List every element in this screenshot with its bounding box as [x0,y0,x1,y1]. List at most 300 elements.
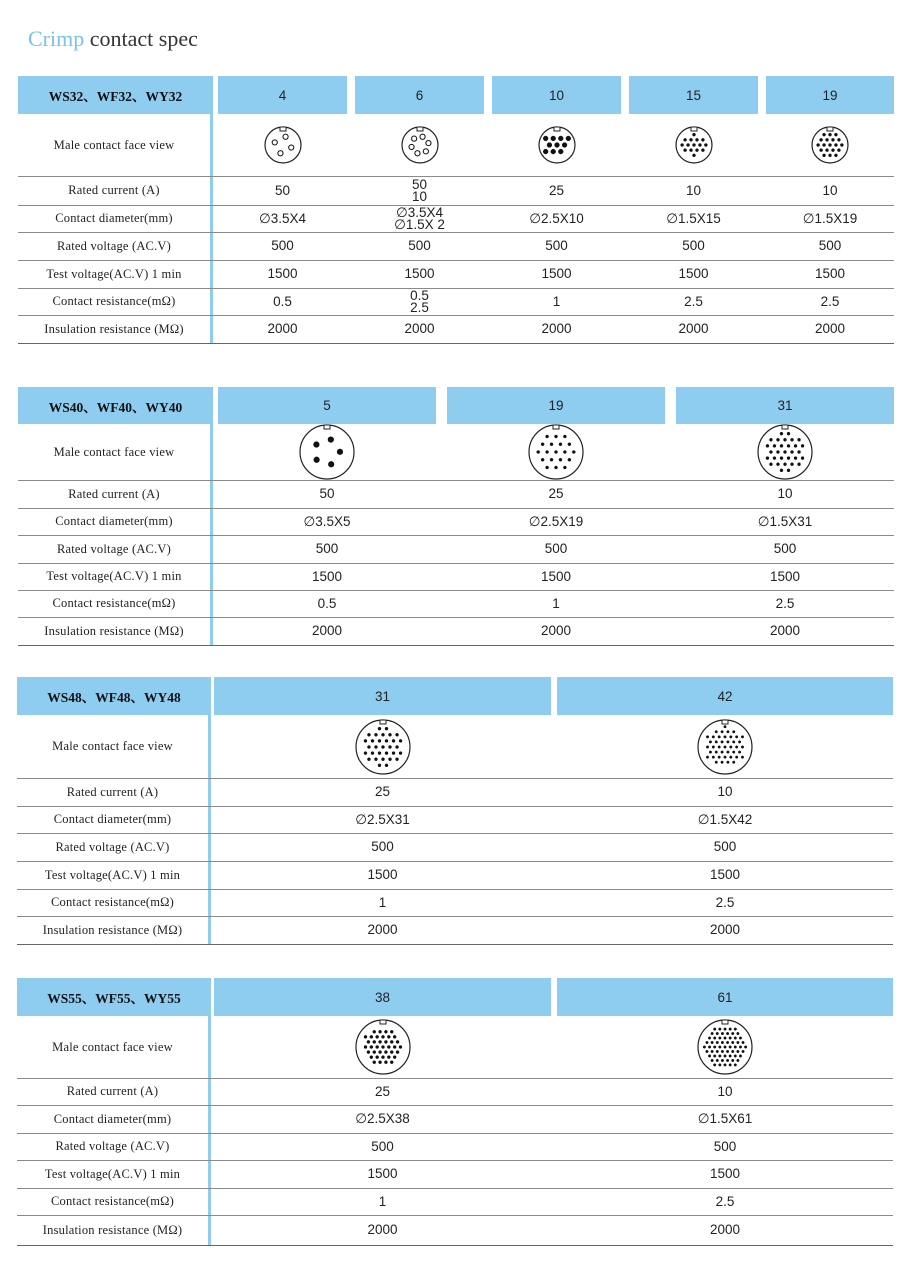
contact-pin [411,136,416,141]
contact-pin [721,750,724,753]
connector-contact-face-icon [674,125,714,165]
contact-pin [831,149,834,152]
spec-value-line: 50 [411,176,428,192]
contact-pin [726,1059,729,1062]
connector-key [417,128,423,132]
contact-pin [703,1046,706,1049]
contact-pin [381,1056,384,1059]
contact-pin [372,1040,375,1043]
pin-count-header: 15 [629,76,758,114]
contact-pin [724,1037,727,1040]
contact-pin [377,727,380,730]
pin-count-header: 31 [676,387,894,424]
connector-contact-face-icon [696,1018,754,1076]
contact-pin [734,1046,737,1049]
contact-pin [715,740,718,743]
contact-pin [686,144,689,147]
contact-pin [831,138,834,141]
contact-pin [729,1055,732,1058]
contact-pin [715,760,718,763]
contact-pin [716,1059,719,1062]
contact-pin [689,138,692,141]
contact-pin [737,1050,740,1053]
contact-pin [378,1040,381,1043]
row-divider [17,944,893,945]
row-label-test: Test voltage(AC.V) 1 min [18,563,213,590]
contact-pin [787,444,790,447]
pin-count-header: 31 [214,677,551,715]
spec-value-voltage: 500 [371,839,394,854]
contact-pin [367,745,370,748]
spec-value-line: 2.5 [715,1193,735,1209]
spec-value-line: 2.5 [775,595,795,611]
contact-pin [791,438,794,441]
contact-pin [739,1055,742,1058]
spec-value-line: 1 [378,1193,387,1209]
contact-pin [392,751,395,754]
contact-pin [314,457,319,462]
contact-pin [739,1037,742,1040]
contact-pin [367,733,370,736]
contact-pin [727,760,730,763]
contact-pin [715,750,718,753]
spec-value-resistance [676,590,894,617]
row-label-view: Male contact face view [17,1016,211,1078]
contact-pin [385,739,388,742]
contact-pin [563,451,566,454]
contact-pin [735,755,738,758]
row-divider [18,480,894,481]
row-label-voltage: Rated voltage (AC.V) [18,232,213,260]
contact-pin [713,1046,716,1049]
contact-pin [337,449,342,454]
contact-pin [734,1037,737,1040]
contact-pin [840,144,843,147]
contact-pin [726,1041,729,1044]
contact-pin [780,444,783,447]
contact-pin [378,1051,381,1054]
contact-pin [378,1030,381,1033]
contact-pin [829,144,832,147]
contact-pin [288,145,293,150]
contact-pin [390,1030,393,1033]
spec-value-line: 1 [378,894,387,910]
spec-value-insulation: 2000 [404,321,435,336]
contact-pin [375,1046,378,1049]
contact-pin [787,432,790,435]
pin-count-header: 42 [557,677,893,715]
contact-pin [712,745,715,748]
contact-pin [738,740,741,743]
spec-value-current [766,176,894,205]
contact-pin [776,463,779,466]
contact-pin [555,451,558,454]
contact-pin [823,133,826,136]
spec-value-voltage: 500 [371,1138,394,1154]
row-label-view: Male contact face view [18,114,213,176]
connector-key [280,128,286,132]
row-divider [18,260,894,261]
contact-pin [780,469,783,472]
contact-pin [692,133,695,136]
pin-count-header: 6 [355,76,484,114]
contact-pin [731,1059,734,1062]
contact-pin [829,133,832,136]
contact-pin [820,149,823,152]
contact-pin [683,149,686,152]
connector-contact-face-icon [298,423,356,481]
contact-pin [731,1041,734,1044]
page-title [28,26,198,52]
contact-pin [711,1032,714,1035]
contact-pin [716,1032,719,1035]
contact-pin [823,144,826,147]
row-label-insulation: Insulation resistance (MΩ) [18,617,213,645]
contact-pin [741,735,744,738]
contact-pin [377,751,380,754]
spec-value-line: 1 [552,595,560,611]
row-divider [17,889,893,890]
contact-pin [558,136,563,141]
spec-value-line: ∅2.5X19 [528,513,584,529]
contact-pin [823,154,826,157]
spec-value-diameter [557,1105,893,1133]
spec-value-diameter [355,205,484,232]
contact-pin [372,1030,375,1033]
spec-value-current [214,778,551,806]
contact-pin [381,757,384,760]
contact-pin [709,750,712,753]
row-divider [17,1078,893,1079]
contact-pin [726,1032,729,1035]
spec-value-voltage: 500 [408,238,431,253]
contact-pin [731,1032,734,1035]
contact-pin [706,745,709,748]
spec-value-line: 25 [548,486,564,501]
contact-pin [541,458,544,461]
contact-pin [766,444,769,447]
row-label-resistance: Contact resistance(mΩ) [17,1188,211,1215]
contact-pin [568,458,571,461]
row-divider [18,508,894,509]
spec-value-line: ∅3.5X5 [303,513,351,529]
row-divider [18,205,894,206]
contact-pin [826,149,829,152]
pin-count-header: 19 [766,76,894,114]
spec-value-line: 50 [274,182,291,198]
contact-pin [328,437,333,442]
contact-pin [366,1051,369,1054]
contact-pin [737,1041,740,1044]
spec-value-line: 50 [319,486,335,501]
contact-pin [711,1059,714,1062]
spec-value-line: 25 [374,784,391,799]
contact-pin [787,469,790,472]
spec-value-resistance [766,288,894,315]
spec-value-voltage: 500 [682,238,705,253]
spec-value-line: ∅3.5X4 [258,210,307,226]
contact-pin [718,755,721,758]
row-divider [17,833,893,834]
contact-pin [568,443,571,446]
row-label-insulation: Insulation resistance (MΩ) [18,315,213,343]
spec-value-voltage: 500 [271,238,294,253]
contact-pin [712,735,715,738]
contact-pin [395,733,398,736]
page-title-accent: Crimp [28,26,85,51]
row-divider [17,1160,893,1161]
contact-pin [734,1055,737,1058]
contact-pin [370,739,373,742]
contact-pin [390,1051,393,1054]
contact-pin [798,438,801,441]
contact-pin [712,755,715,758]
contact-pin [721,730,724,733]
row-divider [17,1245,893,1246]
spec-value-resistance [492,288,621,315]
contact-pin [729,1064,732,1067]
contact-pin [721,1050,724,1053]
spec-value-line: 2.5 [715,894,735,910]
contact-pin [378,1061,381,1064]
contact-pin [423,149,428,154]
spec-value-test: 1500 [311,568,343,584]
pin-count-header: 19 [447,387,665,424]
contact-pin [374,733,377,736]
contact-pin [375,1056,378,1059]
contact-pin [721,740,724,743]
spec-value-diameter [214,806,551,833]
contact-pin [837,149,840,152]
spec-value-current [676,480,894,508]
spec-value-line: 10 [717,1083,733,1099]
contact-pin [550,443,553,446]
spec-value-line: ∅1.5X19 [802,210,858,226]
contact-pin [701,138,704,141]
contact-pin [384,1040,387,1043]
spec-value-diameter [766,205,894,232]
connector-shell [300,425,354,479]
contact-pin [719,1028,722,1031]
row-label-insulation: Insulation resistance (MΩ) [17,916,211,944]
row-label-resistance: Contact resistance(mΩ) [18,288,213,315]
spec-value-line: 10 [822,182,838,198]
contact-pin [543,136,548,141]
contact-pin [558,149,563,154]
contact-pin [713,1037,716,1040]
spec-value-line: 2.5 [410,299,429,315]
contact-pin [546,435,549,438]
row-label-view: Male contact face view [17,715,211,778]
contact-pin [721,760,724,763]
connector-key [324,426,330,430]
connector-shell [265,127,301,163]
contact-pin [364,1046,367,1049]
spec-value-line: 2.5 [820,293,840,309]
contact-pin [689,149,692,152]
contact-pin [708,1046,711,1049]
connector-key [380,720,386,724]
row-label-diameter: Contact diameter(mm) [17,806,211,833]
spec-value-resistance [557,889,893,916]
row-label-voltage: Rated voltage (AC.V) [17,833,211,861]
contact-pin [780,457,783,460]
contact-pin [387,1046,390,1049]
contact-pin [388,757,391,760]
connector-contact-face-icon [696,718,754,776]
spec-value-diameter [214,1105,551,1133]
spec-value-test: 1500 [709,867,741,882]
spec-value-insulation: 2000 [311,623,343,638]
spec-value-test: 1500 [367,867,398,882]
row-label-resistance: Contact resistance(mΩ) [18,590,213,617]
spec-value-resistance [629,288,758,315]
contact-pin [727,740,730,743]
contact-pin [784,438,787,441]
spec-value-diameter [218,508,436,535]
row-divider [17,861,893,862]
contact-pin [384,1061,387,1064]
contact-pin [729,1046,732,1049]
contact-pin [735,745,738,748]
contact-pin [718,745,721,748]
pin-count-header: 4 [218,76,347,114]
contact-pin [826,138,829,141]
pin-count-header: 5 [218,387,436,424]
contact-pin [724,755,727,758]
contact-pin [374,745,377,748]
spec-value-line: 0.5 [410,287,429,303]
contact-pin [559,458,562,461]
contact-pin [829,154,832,157]
contact-pin [737,1032,740,1035]
contact-pin [374,757,377,760]
contact-pin [780,432,783,435]
row-divider [18,288,894,289]
contact-pin [794,444,797,447]
connector-contact-face-icon [354,1018,412,1076]
contact-pin [370,751,373,754]
spec-value-insulation: 2000 [367,922,398,937]
contact-pin [385,751,388,754]
contact-pin [729,1028,732,1031]
contact-pin [364,1035,367,1038]
spec-value-line: ∅1.5X42 [697,811,753,827]
contact-pin [713,1064,716,1067]
row-divider [17,1105,893,1106]
contact-pin [776,438,779,441]
contact-pin [381,733,384,736]
spec-value-line: ∅1.5X15 [666,210,721,226]
contact-pin [730,755,733,758]
contact-pin [817,144,820,147]
spec-value-current [557,778,893,806]
row-label-diameter: Contact diameter(mm) [18,508,213,535]
row-label-test: Test voltage(AC.V) 1 min [17,861,211,889]
contact-pin [741,745,744,748]
spec-value-line: 25 [548,182,565,198]
row-divider [17,806,893,807]
contact-pin [381,1046,384,1049]
contact-pin [726,1050,729,1053]
contact-pin [385,763,388,766]
contact-pin [791,451,794,454]
spec-value-voltage: 500 [315,541,339,556]
contact-pin [716,1050,719,1053]
contact-pin [742,1041,745,1044]
row-label-diameter: Contact diameter(mm) [17,1105,211,1133]
contact-pin [737,1059,740,1062]
contact-pin [706,755,709,758]
row-divider [18,563,894,564]
row-divider [18,343,894,344]
page-title-rest: contact spec [89,26,198,51]
connector-contact-face-icon [537,125,577,165]
spec-value-insulation: 2000 [540,623,572,638]
contact-pin [363,739,366,742]
contact-pin [396,1051,399,1054]
contact-pin [706,1041,709,1044]
contact-pin [701,149,704,152]
connector-contact-face-icon [263,125,303,165]
contact-pin [554,143,559,148]
spec-value-line: ∅1.5X 2 [394,216,445,232]
contact-pin [381,745,384,748]
connector-key [722,720,728,724]
contact-pin [695,149,698,152]
spec-value-line: 10 [685,182,702,198]
spec-value-resistance [557,1188,893,1215]
contact-pin [272,140,277,145]
contact-pin [385,727,388,730]
pin-count-header: 61 [557,978,893,1016]
spec-value-voltage: 500 [544,541,568,556]
spec-value-test: 1500 [367,1166,398,1181]
contact-pin [732,760,735,763]
contact-pin [372,1061,375,1064]
connector-contact-face-icon [527,423,585,481]
pin-count-header: 38 [214,978,551,1016]
contact-pin [381,1035,384,1038]
contact-pin [734,1064,737,1067]
connector-key [782,426,788,430]
spec-value-line: 1 [552,293,561,309]
contact-pin [727,750,730,753]
row-divider [18,590,894,591]
contact-pin [776,451,779,454]
contact-pin [724,1028,727,1031]
contact-pin [834,144,837,147]
spec-value-test: 1500 [678,266,709,281]
spec-value-insulation: 2000 [769,623,801,638]
contact-pin [709,740,712,743]
row-label-current: Rated current (A) [17,1078,211,1105]
connector-key [380,1021,386,1025]
contact-pin [366,1040,369,1043]
spec-value-insulation: 2000 [709,1222,741,1237]
spec-value-insulation: 2000 [814,321,846,336]
contact-pin [329,462,334,467]
contact-pin [732,750,735,753]
contact-pin [698,144,701,147]
contact-pin [563,466,566,469]
row-divider [18,176,894,177]
contact-pin [550,458,553,461]
spec-value-resistance [447,590,665,617]
contact-pin [408,144,413,149]
contact-pin [837,138,840,141]
contact-pin [791,463,794,466]
